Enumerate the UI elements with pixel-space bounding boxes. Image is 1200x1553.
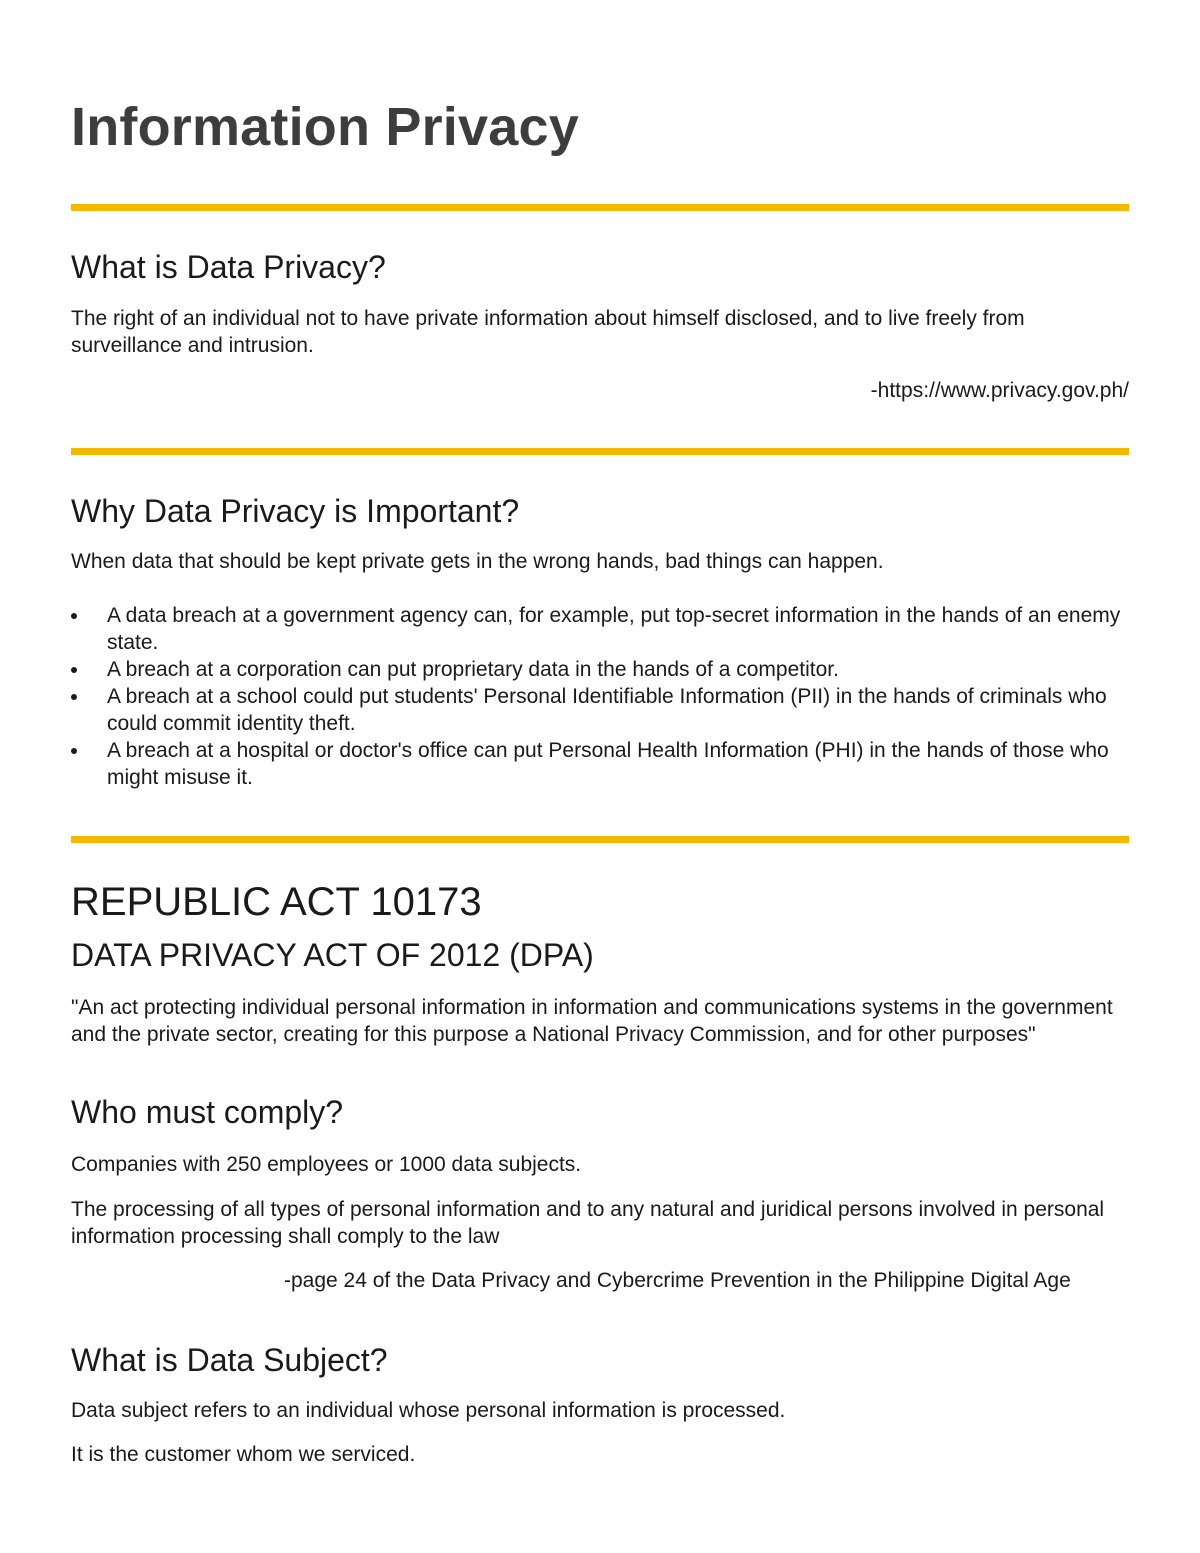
heading-what-is-data-subject: What is Data Subject?	[71, 1342, 388, 1378]
breach-examples-list	[71, 602, 1129, 791]
comply-source: -page 24 of the Data Privacy and Cybercrime Prevention in the Philippine Digital Age	[284, 1269, 1071, 1292]
yellow-divider-1	[71, 204, 1129, 211]
data-privacy-definition: The right of an individual not to have private information about himself disclosed, and to live freely from surveillance and intrusion.	[71, 307, 1025, 357]
data-subject-definition: Data subject refers to an individual whose personal information is processed.	[71, 1399, 786, 1422]
data-privacy-source: -https://www.privacy.gov.ph/	[870, 379, 1129, 402]
bullet-icon	[71, 748, 77, 754]
list-item: A breach at a school could put students' Personal Identifiable Information (PII) in the hands of criminals who could commit identity theft.	[71, 683, 1129, 737]
why-important-intro: When data that should be kept private gets in the wrong hands, bad things can happen.	[71, 550, 884, 573]
act-quote: "An act protecting individual personal information in information and communications systems in the government and the private sector, creating for this purpose a National Privacy Commission, and for other purposes"	[71, 996, 1113, 1046]
bullet-icon	[71, 694, 77, 700]
yellow-divider-2	[71, 448, 1129, 455]
page-title: Information Privacy	[71, 97, 579, 157]
data-subject-example: It is the customer whom we serviced.	[71, 1443, 416, 1466]
heading-why-important: Why Data Privacy is Important?	[71, 493, 520, 529]
list-item: A breach at a corporation can put proprietary data in the hands of a competitor.	[71, 656, 1129, 683]
heading-who-must-comply: Who must comply?	[71, 1094, 344, 1130]
heading-republic-act: REPUBLIC ACT 10173	[71, 880, 482, 924]
list-item: A breach at a hospital or doctor's office can put Personal Health Information (PHI) in the hands of those who might misuse it.	[71, 737, 1129, 791]
heading-data-privacy-act: DATA PRIVACY ACT OF 2012 (DPA)	[71, 937, 594, 973]
bullet-icon	[71, 613, 77, 619]
bullet-icon	[71, 667, 77, 673]
yellow-divider-3	[71, 836, 1129, 843]
comply-paragraph-1: Companies with 250 employees or 1000 data subjects.	[71, 1153, 582, 1176]
list-item: A data breach at a government agency can, for example, put top-secret information in the hands of an enemy state.	[71, 602, 1129, 656]
heading-what-is-data-privacy: What is Data Privacy?	[71, 249, 386, 285]
comply-paragraph-2: The processing of all types of personal information and to any natural and juridical persons involved in personal information processing shall comply to the law	[71, 1198, 1105, 1248]
